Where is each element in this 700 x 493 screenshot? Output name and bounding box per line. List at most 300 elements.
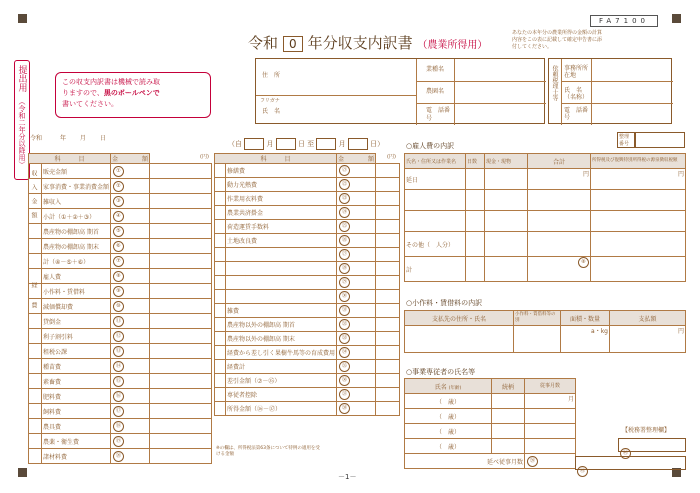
middle-label [226,248,337,262]
rent-row[interactable] [405,326,514,353]
expense-group-cell [29,389,42,404]
family-month-unit: 月 [567,396,574,403]
expense-row [29,299,212,314]
expense-amount[interactable] [150,419,212,434]
rent-area-cell[interactable] [561,326,610,353]
middle-group-cell [215,402,226,416]
middle-label: 農業共済掛金 [226,206,337,220]
expense-row [29,434,212,449]
middle-no-mark: ㉑ [339,165,350,176]
title-main: 年分収支内訳書 [307,34,413,52]
period-m2[interactable] [316,138,336,150]
expense-no-mark: ⑰ [113,406,124,417]
wage-total-no: ⑧ [578,257,589,268]
family-relation-cell[interactable] [492,409,525,424]
wage-tax-cell[interactable] [591,211,686,232]
middle-label: 修繕費 [226,164,337,178]
family-section-title: ○事業専従者の氏名等 [406,368,476,376]
family-total-cell[interactable] [525,454,576,469]
rent-type-cell[interactable] [514,326,561,353]
income-row [29,179,212,194]
middle-no [337,332,376,346]
expense-no [111,269,150,284]
wage-tax-cell[interactable] [591,232,686,257]
expense-amount[interactable] [150,389,212,404]
expense-no-mark: ⑫ [113,331,124,342]
middle-group-cell [215,192,226,206]
income-label: 計（④－⑤＋⑥） [42,254,111,269]
middle-label: 荷造運賃手数料 [226,220,337,234]
office-use-field-1[interactable] [618,438,686,456]
wage-tax-cell[interactable] [591,190,686,211]
wage-name-cell[interactable] [405,169,466,190]
rent-section-title: ○小作料・賃借料の内訳 [406,299,483,307]
expense-row [29,449,212,464]
middle-row [215,262,400,276]
middle-footnote: ※の欄は、所得税法第63条について特例の適用を受ける金額 [216,446,320,457]
wage-type-cell[interactable] [485,169,528,190]
middle-row [215,220,400,234]
family-age: （ 歳） [435,413,460,421]
expense-no-mark: ⑳ [113,451,124,462]
income-group-cell [29,239,42,254]
family-row [405,394,576,409]
middle-no-mark: ㉒ [339,179,350,190]
top-note: あなたの本年分の農業所得の金額の計算内容をこの表に記載して確定申告書に添付してください。 [512,30,603,50]
wage-name-cell[interactable] [405,211,466,232]
middle-row [215,290,400,304]
income-amount[interactable] [150,239,212,254]
middle-no-mark: ㉚ [339,291,350,302]
middle-no-mark: ㉖ [339,235,350,246]
period-d2[interactable] [348,138,368,150]
family-h-name: 氏名 [434,383,447,391]
wage-tax-cell[interactable] [591,257,686,282]
family-months-cell[interactable] [525,439,576,454]
expense-no [111,344,150,359]
family-name-cell[interactable] [405,409,492,424]
middle-row [215,374,400,388]
office-use-no1: ㊵ [620,448,631,459]
income-no-mark: ① [113,166,124,177]
expense-row [29,344,212,359]
expense-label: 貸倒金 [42,314,111,329]
expense-no-mark: ⑯ [113,391,124,402]
manage-no-field[interactable] [635,132,685,148]
expense-row [29,374,212,389]
agent-phone-field[interactable] [595,105,673,125]
middle-label: 作業用衣料費 [226,192,337,206]
expense-group-cell [29,344,42,359]
expense-amount[interactable] [150,374,212,389]
income-no-mark: ④ [113,211,124,222]
middle-amount[interactable] [376,164,400,178]
middle-label: 差引金額（⑦－㉟） [226,374,337,388]
middle-amount[interactable] [376,304,400,318]
wage-days-cell[interactable] [466,169,485,190]
middle-amount[interactable] [376,402,400,416]
notice-line1: この収支内訳書は機械で読み取 [62,78,160,86]
agent-name-field[interactable] [595,83,673,103]
expense-no-mark: ⑨ [113,286,124,297]
middle-label: 農産物以外の棚卸高 期末 [226,332,337,346]
expense-no-mark: ⑱ [113,421,124,432]
income-amount[interactable] [150,164,212,179]
middle-group-cell [215,332,226,346]
col-header-amount: 金 額 [111,154,150,164]
family-table [404,378,576,469]
income-no [111,179,150,194]
wage-name-cell[interactable] [405,190,466,211]
middle-no [337,178,376,192]
notice-line3: 書いてください。 [62,100,118,108]
wage-section-title: ○雇人費の内訳 [406,142,455,150]
middle-row [215,304,400,318]
expense-label: 素畜費 [42,374,111,389]
middle-row [215,234,400,248]
middle-amount[interactable] [376,290,400,304]
middle-group-cell [215,318,226,332]
wage-days-cell[interactable] [466,190,485,211]
office-use-field-2[interactable] [575,456,686,474]
business-name-field[interactable] [458,61,546,81]
expense-label: 肥料費 [42,389,111,404]
income-group-cell [29,254,42,269]
income-no-mark: ⑦ [113,256,124,267]
middle-label [226,262,337,276]
rent-amount-cell[interactable] [610,326,686,353]
wage-row [405,211,686,232]
expense-row [29,359,212,374]
expense-row [29,419,212,434]
phone-field[interactable] [458,105,546,125]
middle-amount[interactable] [376,248,400,262]
family-relation-cell[interactable] [492,394,525,409]
middle-group-cell [215,374,226,388]
expense-group-cell [29,419,42,434]
middle-row [215,318,400,332]
income-label: 販売金額 [42,164,111,179]
expense-amount[interactable] [150,344,212,359]
income-amount[interactable] [150,224,212,239]
wage-total-cell[interactable] [528,211,591,232]
middle-group-cell [215,290,226,304]
middle-group-cell [215,388,226,402]
middle-group-cell [215,346,226,360]
wage-total-cell[interactable] [528,232,591,257]
period-m2-label: 月 [338,140,346,148]
furigana-label: フリガナ [260,98,280,104]
wage-days-cell[interactable] [466,257,485,282]
expense-no-mark: ⑭ [113,361,124,372]
expense-no [111,404,150,419]
wage-yen-unit: 円 [582,171,589,178]
expense-group-cell [29,359,42,374]
income-row [29,194,212,209]
other-expense-table [214,153,400,416]
period-d2-label: 日） [370,140,385,148]
wage-table [404,153,686,282]
middle-row [215,388,400,402]
form-code: FA7100 [590,15,658,27]
income-label: 小計（①＋②＋③） [42,209,111,224]
business-name-label: 業種名 [426,66,445,73]
middle-amount[interactable] [376,318,400,332]
middle-no-mark: ㊲ [339,389,350,400]
income-label: 農産物の棚卸高 期首 [42,224,111,239]
expense-amount[interactable] [150,329,212,344]
middle-group-cell [215,206,226,220]
period-d1-label: 日 至 [297,140,315,148]
middle-label: 雑費 [226,304,337,318]
expense-amount[interactable] [150,299,212,314]
phone-label: 電 話番 号 [426,107,457,122]
col-header-item: 科 目 [29,154,111,164]
family-months-cell[interactable] [525,394,576,409]
middle-no [337,318,376,332]
rent-h-type: 小作料・賃借料等の別 [514,311,561,326]
agent-phone-label: 電 話番 号 [564,107,595,121]
income-label: 雑収入 [42,194,111,209]
side-tab-label: 提出用 [16,65,27,92]
form-title [248,32,487,53]
middle-amount[interactable] [376,206,400,220]
expense-no-mark: ⑧ [113,271,124,282]
middle-no [337,290,376,304]
middle-no [337,374,376,388]
expense-no [111,314,150,329]
expense-amount[interactable] [150,434,212,449]
period-m1-label: 月 [266,140,274,148]
middle-label: 経費から差し引く果樹牛馬等の育成費用 [226,346,337,360]
middle-no-mark: ㉞ [339,347,350,358]
family-age: （ 歳） [435,443,460,451]
address-field[interactable] [296,65,410,89]
expense-no [111,299,150,314]
rent-h-payee: 支払先の住所・氏名 [405,311,514,326]
period-m1[interactable] [244,138,264,150]
family-months-cell[interactable] [525,409,576,424]
expense-label: 農具費 [42,419,111,434]
income-amount[interactable] [150,254,212,269]
middle-amount[interactable] [376,262,400,276]
middle-label: 農産物以外の棚卸高 期首 [226,318,337,332]
name-field[interactable] [296,99,410,123]
family-total-label: 延べ従事月数 [405,454,525,469]
wage-days-cell[interactable] [466,211,485,232]
middle-group-cell [215,220,226,234]
income-amount[interactable] [150,194,212,209]
expense-amount[interactable] [150,269,212,284]
family-name-cell[interactable] [405,394,492,409]
address-label: 住 所 [262,72,281,79]
middle-no [337,388,376,402]
income-no [111,239,150,254]
wage-row [405,169,686,190]
expense-no [111,449,150,464]
expense-amount[interactable] [150,359,212,374]
corner-mark-top-left [18,14,27,23]
manage-no-label: 整理番号 [617,132,635,148]
middle-no-mark: ㉝ [339,333,350,344]
expense-label: 雇人費 [42,269,111,284]
middle-amount[interactable] [376,360,400,374]
farm-name-field[interactable] [458,83,546,103]
middle-amount[interactable] [376,332,400,346]
family-name-cell[interactable] [405,439,492,454]
expense-label: 種苗費 [42,359,111,374]
middle-row [215,332,400,346]
middle-group-cell [215,178,226,192]
expense-label: 租税公課 [42,344,111,359]
expense-row [29,329,212,344]
side-tab-era: （令和二年分以降用） [18,98,26,168]
agent-office-field[interactable] [595,61,673,81]
expense-label: 農薬・衛生費 [42,434,111,449]
taxpayer-block [255,58,545,124]
wage-type-cell[interactable] [485,257,528,282]
income-row [29,209,212,224]
wage-total-cell[interactable] [528,190,591,211]
family-age: （ 歳） [435,428,460,436]
middle-label: 専従者控除 [226,388,337,402]
middle-no-mark: ㉓ [339,193,350,204]
middle-no [337,346,376,360]
family-relation-cell[interactable] [492,439,525,454]
expense-no-mark: ⑮ [113,376,124,387]
middle-no-mark: ㉗ [339,249,350,260]
expense-no [111,284,150,299]
middle-row [215,206,400,220]
income-row [29,164,212,179]
family-months-cell[interactable] [525,424,576,439]
family-total-no: ㊴ [527,456,538,467]
middle-no [337,220,376,234]
wage-name-cell[interactable] [405,232,466,257]
middle-amount[interactable] [376,220,400,234]
agent-name-label: 氏 名（名称） [564,87,589,101]
period-d1[interactable] [276,138,296,150]
income-no-mark: ⑤ [113,226,124,237]
middle-no [337,164,376,178]
middle-amount[interactable] [376,388,400,402]
expense-no-mark: ⑪ [113,316,124,327]
rent-h-amount: 支払額 [610,311,686,326]
expense-row [29,269,212,284]
expense-label: 小作料・賃借料 [42,284,111,299]
wage-row [405,190,686,211]
middle-row [215,248,400,262]
expense-amount[interactable] [150,449,212,464]
income-row [29,239,212,254]
middle-no [337,402,376,416]
expense-amount[interactable] [150,284,212,299]
wage-type-cell[interactable] [485,190,528,211]
family-h-relation: 続柄 [492,379,525,394]
expense-group-cell [29,374,42,389]
expense-amount[interactable] [150,314,212,329]
family-relation-cell[interactable] [492,424,525,439]
year-input[interactable]: 0 [283,36,303,52]
title-sub: （農業所得用） [417,40,488,51]
family-name-cell[interactable] [405,424,492,439]
expense-group-cell [29,434,42,449]
expense-label: 諸材料費 [42,449,111,464]
expense-amount[interactable] [150,404,212,419]
wage-name-cell[interactable] [405,257,466,282]
wage-total-cell[interactable] [528,257,591,282]
wage-type-cell[interactable] [485,232,528,257]
office-use-label: 【税務署整理欄】 [622,427,671,434]
family-row [405,439,576,454]
title-era: 令和 [248,34,279,52]
middle-no [337,262,376,276]
middle-no [337,206,376,220]
middle-group-cell [215,262,226,276]
farm-name-label: 農園名 [426,88,445,95]
income-label: 家事消費・事業消費金額 [42,179,111,194]
expense-no-mark: ⑬ [113,346,124,357]
notice-line2: りますので、 [62,89,104,97]
middle-row [215,164,400,178]
wage-row-label: 延日 [406,176,419,184]
period-from: （自 [228,140,242,148]
income-row [29,254,212,269]
wage-tax-cell[interactable] [591,169,686,190]
name-label: 氏 名 [262,108,281,115]
family-row [405,424,576,439]
middle-row [215,276,400,290]
agent-label: 依頼税理士等 [551,65,558,101]
expense-label: 利子割引料 [42,329,111,344]
middle-amount[interactable] [376,276,400,290]
middle-amount[interactable] [376,234,400,248]
wage-total-cell[interactable] [528,169,591,190]
notice-box [55,72,211,118]
expense-no [111,419,150,434]
middle-group-cell [215,248,226,262]
expense-row [29,284,212,299]
expense-label: 飼料費 [42,404,111,419]
middle-label [226,290,337,304]
middle-no [337,360,376,374]
middle-row [215,192,400,206]
wage-type-cell[interactable] [485,211,528,232]
expense-row [29,389,212,404]
middle-group-cell [215,164,226,178]
agent-block [548,58,672,124]
middle-no-mark: ㉕ [339,221,350,232]
middle-label: 所得金額（㊱－㊲） [226,402,337,416]
middle-amount[interactable] [376,346,400,360]
wage-row [405,232,686,257]
middle-no [337,192,376,206]
middle-amount[interactable] [376,192,400,206]
income-amount[interactable] [150,209,212,224]
middle-amount[interactable] [376,178,400,192]
office-use-no2: ㊶ [577,466,588,477]
middle-amount[interactable] [376,374,400,388]
income-row [29,224,212,239]
wage-days-cell[interactable] [466,232,485,257]
income-amount[interactable] [150,179,212,194]
wage-row-label: 計 [406,266,413,274]
expense-row [29,404,212,419]
income-no-mark: ② [113,181,124,192]
middle-no-mark: ㉙ [339,277,350,288]
expense-no [111,389,150,404]
income-label: 農産物の棚卸高 期末 [42,239,111,254]
